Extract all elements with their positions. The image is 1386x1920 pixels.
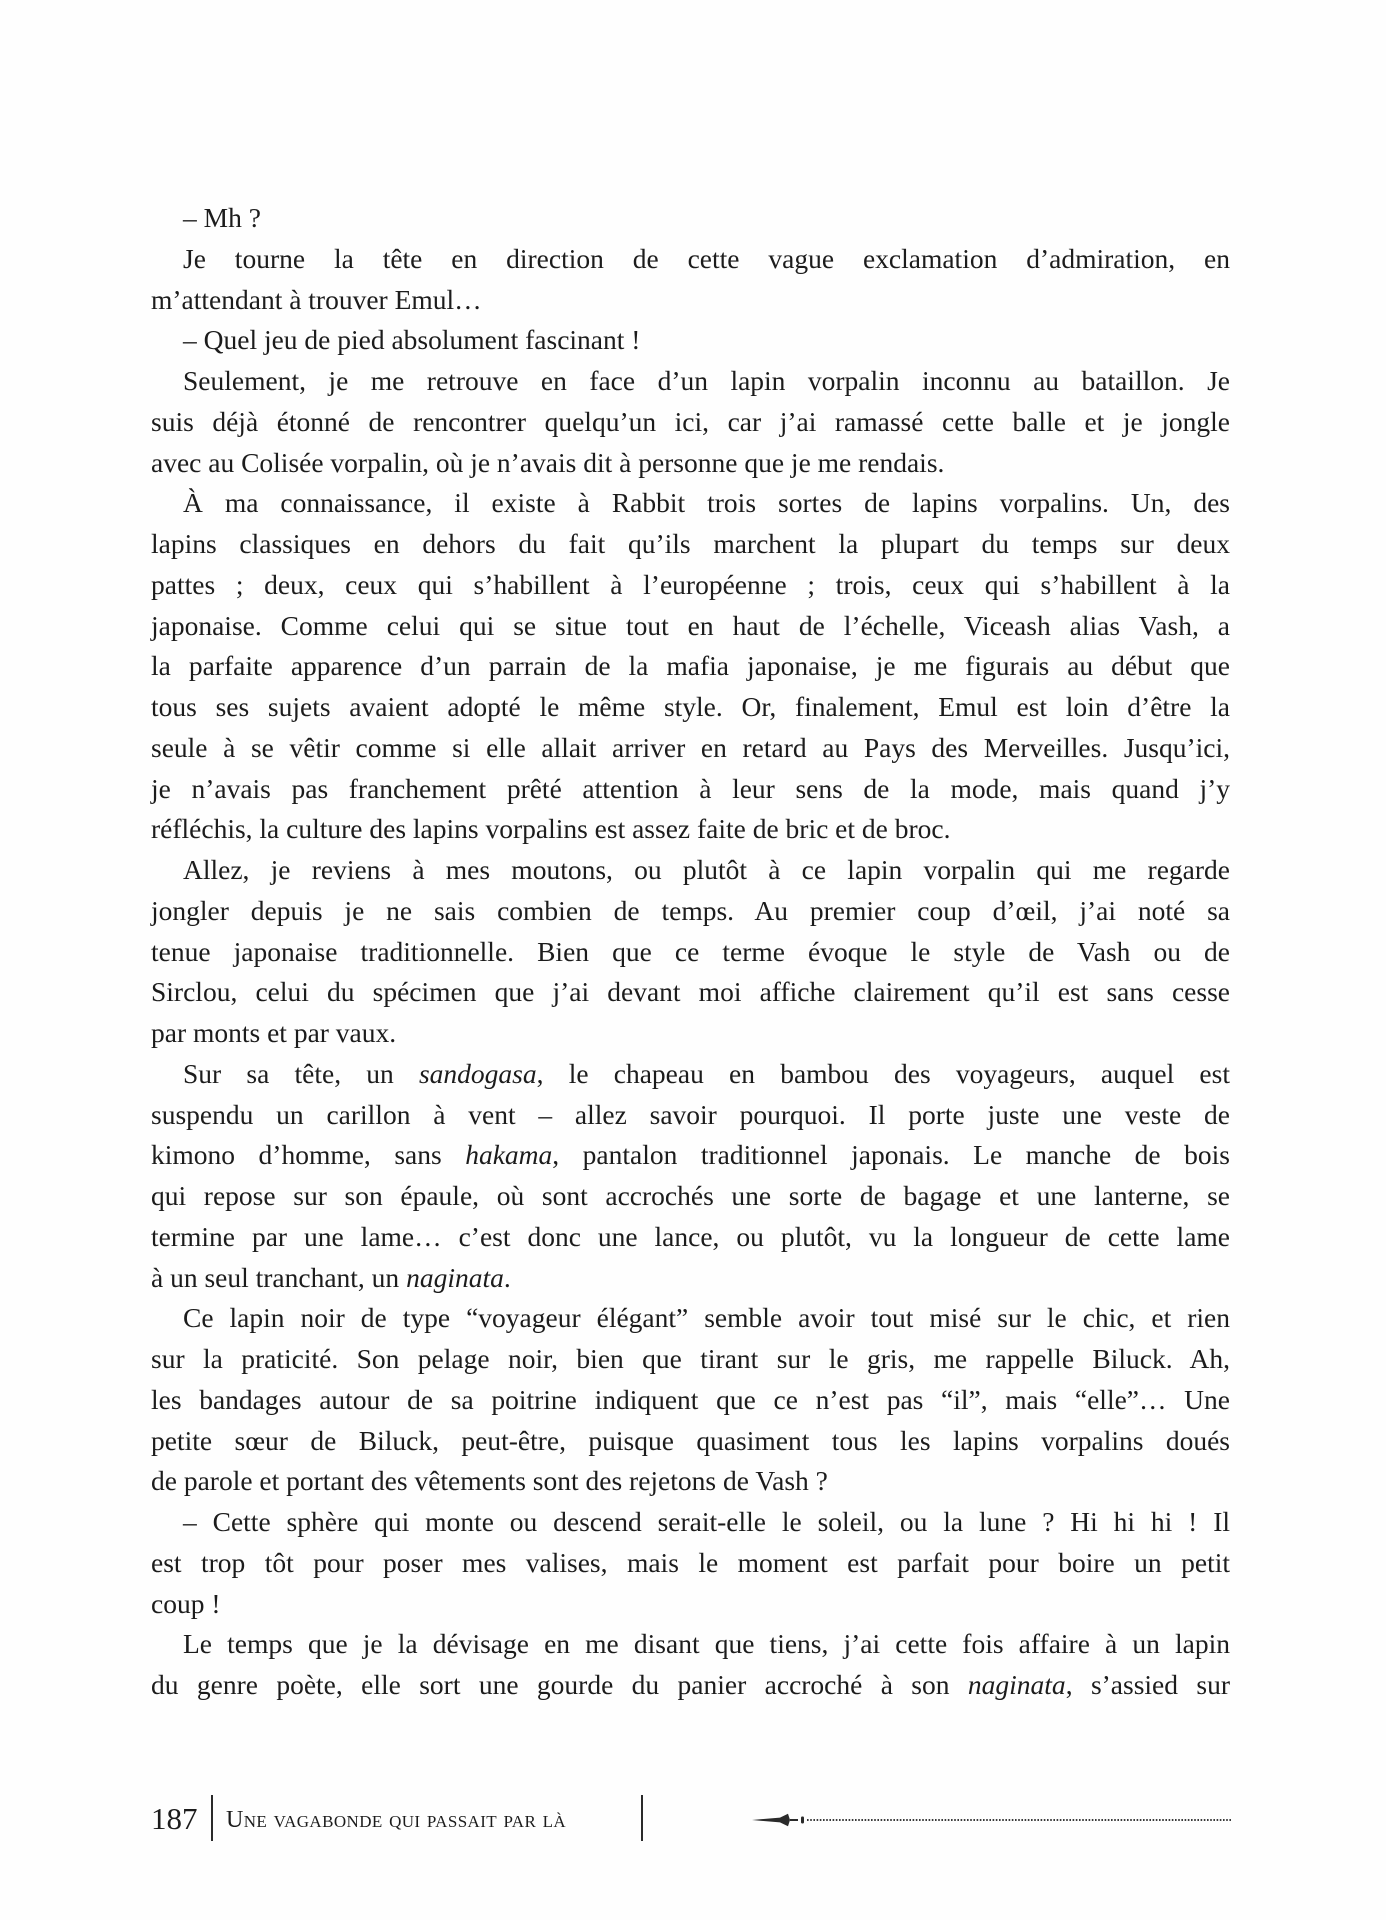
text-run: Sur sa tête, un <box>183 1057 419 1089</box>
text-run: par monts et par vaux. <box>151 1017 397 1048</box>
text-run: est trop tôt pour poser mes valises, mais le moment est parfait pour boire un petit <box>151 1546 1230 1578</box>
text-run: termine par une lame… c’est donc une lance, ou plutôt, vu la longueur de cette lame <box>151 1220 1230 1252</box>
page-number: 187 <box>151 1801 198 1836</box>
text-run: de parole et portant des vêtements sont des rejetons de Vash ? <box>151 1465 828 1497</box>
text-run: du genre poète, elle sort une gourde du panier accroché à son <box>151 1669 968 1700</box>
text-line <box>151 809 1230 850</box>
text-line <box>151 361 1230 402</box>
text-run: tenue japonaise traditionnelle. Bien que ce terme évoque le style de Vash ou de <box>151 935 1230 967</box>
text-line <box>151 972 1230 1013</box>
text-line <box>151 891 1230 932</box>
text-line <box>151 483 1230 524</box>
text-run: qui repose sur son épaule, où sont accrochés une sorte de bagage et une lanterne, se <box>151 1180 1230 1211</box>
text-run: japonaise. Comme celui qui se situe tout en haut de l’échelle, Viceash alias Vash, a <box>151 609 1230 641</box>
paragraph <box>151 1502 1230 1624</box>
text-run: À ma connaissance, il existe à Rabbit trois sortes de lapins vorpalins. Un, des <box>183 487 1230 519</box>
paragraph <box>151 850 1230 1054</box>
italic-term: naginata <box>967 1669 1066 1700</box>
text-line <box>151 1339 1230 1380</box>
text-line <box>151 1584 1230 1625</box>
text-run: pattes ; deux, ceux qui s’habillent à l’européenne ; trois, ceux qui s’habillent à la <box>151 568 1230 600</box>
text-line <box>151 1176 1230 1217</box>
text-run: à un seul tranchant, un <box>151 1261 407 1293</box>
page-footer <box>0 1793 1386 1843</box>
paragraph <box>151 198 1230 239</box>
text-line <box>151 1135 1230 1176</box>
text-line <box>151 239 1230 280</box>
paragraph <box>151 1624 1230 1706</box>
text-run: petite sœur de Biluck, peut-être, puisque quasiment tous les lapins vorpalins doués <box>151 1424 1230 1456</box>
text-line <box>151 1054 1230 1095</box>
text-run: , s’assied sur <box>1065 1669 1231 1700</box>
paragraph <box>151 361 1230 483</box>
text-line <box>151 646 1230 687</box>
text-line <box>151 280 1230 321</box>
text-run: réfléchis, la culture des lapins vorpalins est assez faite de bric et de broc. <box>151 813 951 845</box>
text-line <box>151 565 1230 606</box>
text-line <box>151 1258 1230 1299</box>
text-line <box>151 1461 1230 1502</box>
paragraph <box>151 1054 1230 1299</box>
text-line <box>151 1624 1230 1665</box>
text-line <box>151 198 1230 239</box>
running-title: Une vagabonde qui passait par là <box>226 1807 567 1833</box>
text-line <box>151 320 1230 361</box>
text-run: Sirclou, celui du spécimen que j’ai devant moi affiche clairement qu’il est sans cesse <box>151 976 1230 1008</box>
text-line <box>151 524 1230 565</box>
text-run: Le temps que je la dévisage en me disant que tiens, j’ai cette fois affaire à un lapin <box>183 1628 1230 1660</box>
footer-divider-right <box>641 1795 643 1841</box>
text-run: Ce lapin noir de type “voyageur élégant” semble avoir tout misé sur le chic, et rien <box>183 1302 1230 1334</box>
footer-divider-left <box>211 1795 213 1841</box>
text-run: Je tourne la tête en direction de cette vague exclamation d’admiration, en <box>183 242 1230 274</box>
text-run: m’attendant à trouver Emul… <box>151 283 482 315</box>
text-line <box>151 1421 1230 1462</box>
text-run: suis déjà étonné de rencontrer quelqu’un ici, car j’ai ramassé cette balle et je jongle <box>151 405 1230 437</box>
text-line <box>151 728 1230 769</box>
body-text <box>151 198 1230 1706</box>
text-line <box>151 402 1230 443</box>
text-line <box>151 1298 1230 1339</box>
paragraph <box>151 320 1230 361</box>
text-line <box>151 687 1230 728</box>
text-run: suspendu un carillon à vent – allez savoir pourquoi. Il porte juste une veste de <box>151 1098 1230 1130</box>
text-line <box>151 443 1230 484</box>
text-run: Allez, je reviens à mes moutons, ou plutôt à ce lapin vorpalin qui me regarde <box>183 854 1230 885</box>
text-run: , pantalon traditionnel japonais. Le manche de bois <box>552 1139 1230 1171</box>
text-line <box>151 769 1230 810</box>
spear-tip-dotted-line-icon <box>752 1813 1232 1827</box>
text-run: tous ses sujets avaient adopté le même style. Or, finalement, Emul est loin d’être la <box>151 691 1230 722</box>
paragraph <box>151 483 1230 850</box>
text-run: avec au Colisée vorpalin, où je n’avais dit à personne que je me rendais. <box>151 446 945 478</box>
text-line <box>151 1217 1230 1258</box>
text-run: jongler depuis je ne sais combien de temps. Au premier coup d’œil, j’ai noté sa <box>151 894 1230 926</box>
text-line <box>151 1665 1230 1706</box>
text-line <box>151 1502 1230 1543</box>
text-line <box>151 1095 1230 1136</box>
text-run: seule à se vêtir comme si elle allait arriver en retard au Pays des Merveilles. Jusqu’ici, <box>151 731 1230 763</box>
text-run: la parfaite apparence d’un parrain de la mafia japonaise, je me figurais au début que <box>151 650 1230 682</box>
paragraph <box>151 1298 1230 1502</box>
text-line <box>151 1013 1230 1054</box>
text-run: lapins classiques en dehors du fait qu’ils marchent la plupart du temps sur deux <box>151 528 1230 559</box>
text-run: sur la praticité. Son pelage noir, bien que tirant sur le gris, me rappelle Biluck. Ah, <box>151 1343 1230 1374</box>
text-run: – Quel jeu de pied absolument fascinant ! <box>183 324 641 356</box>
text-run: , le chapeau en bambou des voyageurs, auquel est <box>536 1057 1230 1089</box>
text-line <box>151 932 1230 973</box>
text-run: Seulement, je me retrouve en face d’un lapin vorpalin inconnu au bataillon. Je <box>183 365 1230 396</box>
text-run: – Cette sphère qui monte ou descend serait-elle le soleil, ou la lune ? Hi hi hi ! Il <box>183 1506 1230 1537</box>
text-run: les bandages autour de sa poitrine indiquent que ce n’est pas “il”, mais “elle”… Une <box>151 1383 1230 1415</box>
italic-term: naginata <box>406 1261 504 1293</box>
text-line <box>151 1380 1230 1421</box>
italic-term: sandogasa <box>418 1057 537 1089</box>
text-line <box>151 850 1230 891</box>
italic-term: hakama <box>465 1139 553 1171</box>
text-run: kimono d’homme, sans <box>151 1139 466 1171</box>
text-run: . <box>503 1261 511 1293</box>
text-run: – Mh ? <box>183 202 261 233</box>
text-run: coup ! <box>151 1587 221 1619</box>
text-run: je n’avais pas franchement prêté attention à leur sens de la mode, mais quand j’y <box>151 772 1230 804</box>
text-line <box>151 1543 1230 1584</box>
text-line <box>151 606 1230 647</box>
paragraph <box>151 239 1230 321</box>
